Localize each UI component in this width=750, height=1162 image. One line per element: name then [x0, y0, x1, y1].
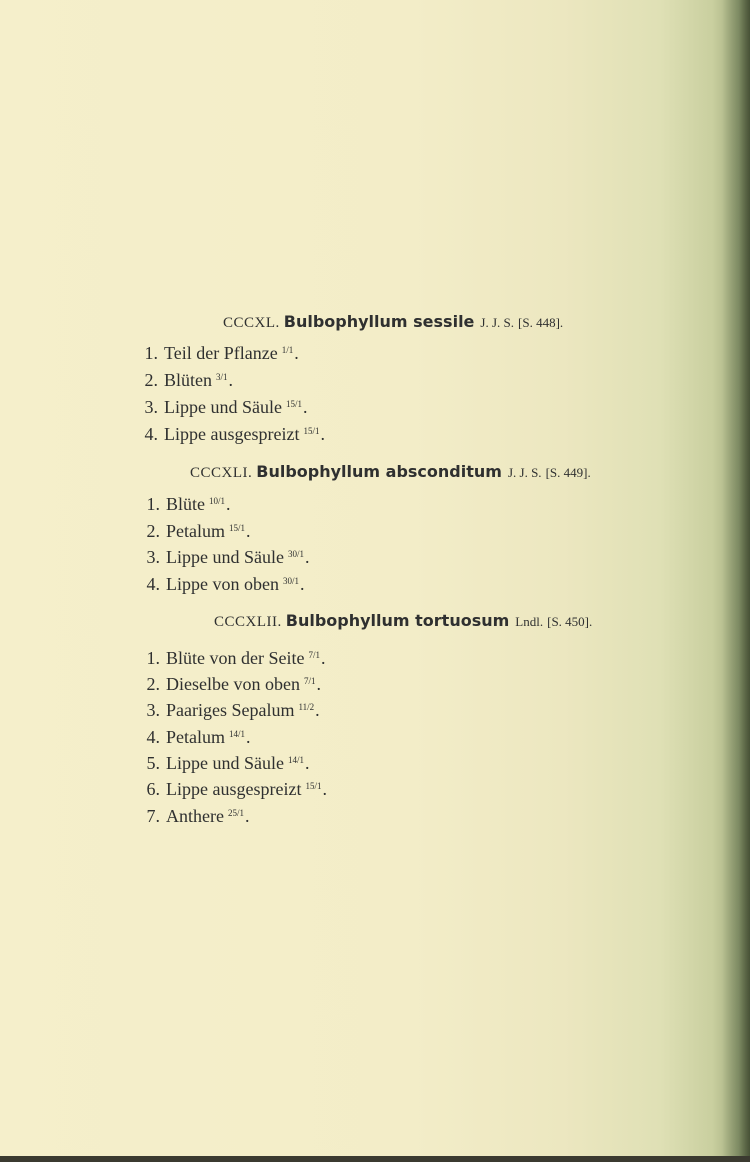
item-text: Anthere [166, 806, 224, 826]
item-number: 7. [146, 806, 160, 826]
item-text: Lippe und Säule [166, 547, 284, 567]
scale: 30/1 [282, 576, 299, 586]
item-text: Lippe ausgespreizt [164, 424, 300, 444]
figure-item: 3. Lippe und Säule $^{15/1}$. [132, 397, 308, 418]
figure-item: 3. Paariges Sepalum $^{11/2}$. [134, 700, 320, 721]
item-text: Dieselbe von oben [166, 674, 300, 694]
figure-item: 5. Lippe und Säule $^{14/1}$. [134, 753, 310, 774]
scale: 3/1 [216, 372, 228, 382]
figure-item: 4. Petalum $^{14/1}$. [134, 727, 251, 748]
item-number: 2. [146, 674, 160, 694]
figure-item: 4. Lippe von oben $^{30/1}$. [134, 574, 305, 595]
scale: 15/1 [229, 523, 246, 533]
scale: 15/1 [305, 781, 322, 791]
author: J. J. S. [507, 465, 542, 480]
item-number: 5. [146, 753, 160, 773]
scale: 11/2 [298, 702, 315, 712]
figure-item: 4. Lippe ausgespreizt $^{15/1}$. [132, 424, 325, 445]
item-number: 1. [144, 343, 158, 363]
item-number: 3. [146, 700, 160, 720]
section-title-cccxl [223, 312, 563, 332]
scale: 14/1 [287, 755, 304, 765]
item-text: Blüten [164, 370, 212, 390]
item-text: Paariges Sepalum [166, 700, 295, 720]
scale: 15/1 [303, 426, 320, 436]
item-number: 4. [146, 727, 160, 747]
author: J. J. S. [480, 315, 515, 330]
item-number: 3. [146, 547, 160, 567]
plate-number: CCCXLI. [190, 465, 253, 481]
figure-item: 6. Lippe ausgespreizt $^{15/1}$. [134, 779, 327, 800]
figure-item: 7. Anthere $^{25/1}$. [134, 806, 250, 827]
item-text: Lippe von oben [166, 574, 279, 594]
item-number: 6. [146, 779, 160, 799]
item-text: Petalum [166, 521, 225, 541]
species-name: Bulbophyllum tortuosum [285, 611, 510, 630]
scale: 25/1 [227, 808, 244, 818]
item-number: 2. [146, 521, 160, 541]
figure-item: 2. Blüten $^{3/1}$. [132, 370, 233, 391]
item-text: Lippe ausgespreizt [166, 779, 302, 799]
item-number: 1. [146, 648, 160, 668]
item-text: Blüte von der Seite [166, 648, 305, 668]
scale: 14/1 [229, 729, 246, 739]
item-text: Lippe und Säule [166, 753, 284, 773]
item-text: Teil der Pflanze [164, 343, 278, 363]
figure-item: 1. Blüte $^{10/1}$. [134, 494, 231, 515]
plate-number: CCCXL. [223, 315, 280, 331]
item-text: Lippe und Säule [164, 397, 282, 417]
figure-item: 2. Dieselbe von oben $^{7/1}$. [134, 674, 321, 695]
item-number: 1. [146, 494, 160, 514]
section-title-cccxlii [214, 611, 592, 631]
scale: 7/1 [303, 676, 316, 686]
scale: 7/1 [308, 650, 320, 660]
figure-item: 1. Teil der Pflanze $^{1/1}$. [132, 343, 299, 364]
page-ref: [S. 448]. [518, 315, 564, 330]
species-name: Bulbophyllum sessile [283, 312, 475, 331]
species-name: Bulbophyllum absconditum [256, 462, 502, 481]
scale: 15/1 [285, 399, 302, 409]
item-number: 2. [144, 370, 158, 390]
scale: 30/1 [287, 549, 304, 559]
item-text: Petalum [166, 727, 225, 747]
figure-item: 1. Blüte von der Seite $^{7/1}$. [134, 648, 326, 669]
page-edge-shadow [722, 0, 750, 1162]
scale: 1/1 [281, 345, 294, 355]
author: Lndl. [515, 614, 544, 629]
item-number: 3. [144, 397, 158, 417]
figure-item: 2. Petalum $^{15/1}$. [134, 521, 251, 542]
item-number: 4. [144, 424, 158, 444]
scale: 10/1 [209, 496, 226, 506]
item-number: 4. [146, 574, 160, 594]
bottom-edge [0, 1156, 750, 1162]
page-ref: [S. 450]. [547, 614, 593, 629]
plate-number: CCCXLII. [214, 614, 282, 630]
section-title-cccxli [190, 462, 591, 482]
figure-item: 3. Lippe und Säule $^{30/1}$. [134, 547, 310, 568]
item-text: Blüte [166, 494, 205, 514]
page-ref: [S. 449]. [545, 465, 591, 480]
